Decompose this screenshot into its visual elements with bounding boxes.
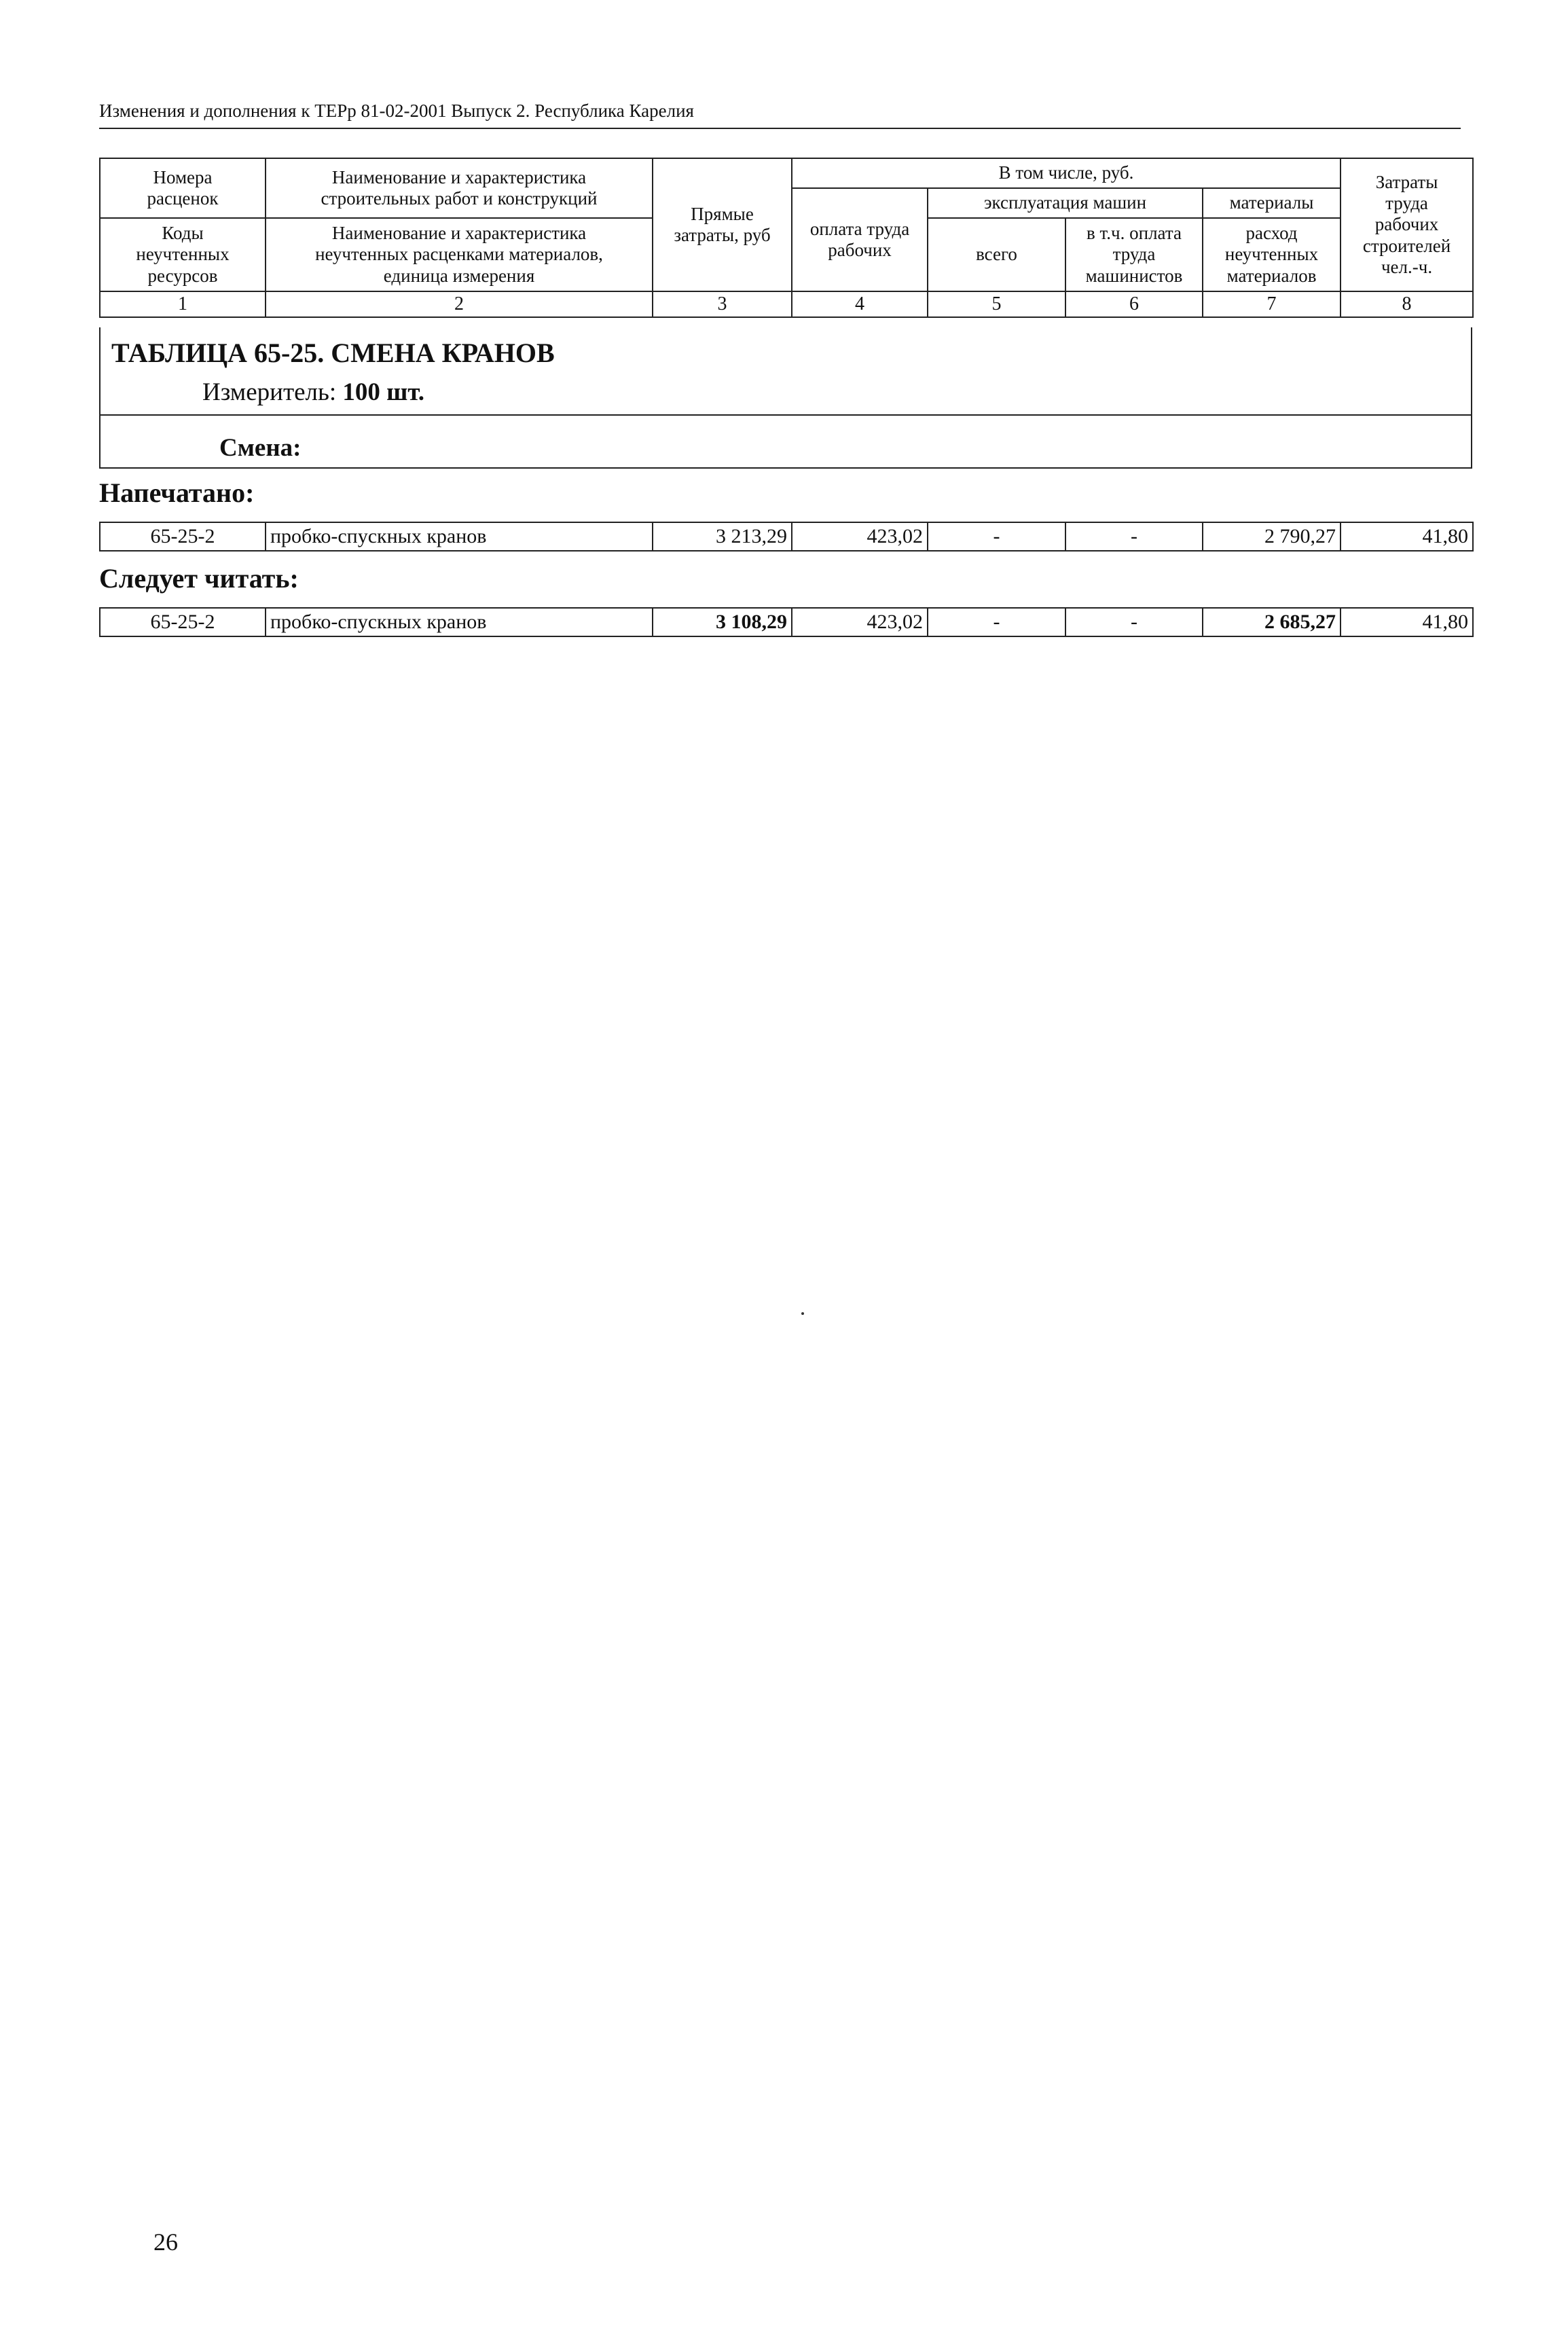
labor-costs: 41,80 <box>1341 608 1473 636</box>
column-number: 5 <box>928 291 1065 317</box>
column-header-table <box>99 158 1474 318</box>
should-read-label: Следует читать: <box>99 563 299 594</box>
rate-code: 65-25-2 <box>100 522 266 551</box>
column-number: 1 <box>100 291 266 317</box>
section-title: ТАБЛИЦА 65-25. СМЕНА КРАНОВ <box>111 338 555 368</box>
table-row <box>100 522 1473 551</box>
header-materials: материалы <box>1203 188 1341 218</box>
operator-pay: - <box>1065 522 1203 551</box>
section-title-box <box>99 327 1472 416</box>
scan-speck <box>801 1312 804 1315</box>
table-row <box>100 608 1473 636</box>
operator-pay: - <box>1065 608 1203 636</box>
column-number: 2 <box>266 291 653 317</box>
work-name: пробко-спускных кранов <box>266 522 653 551</box>
column-number: 4 <box>792 291 928 317</box>
header-material-consumption: расход неучтенных материалов <box>1203 218 1341 291</box>
document-header: Изменения и дополнения к ТЕРр 81-02-2001 Выпуск 2. Республика Карелия <box>99 101 694 121</box>
printed-label: Напечатано: <box>99 477 255 508</box>
column-number: 3 <box>653 291 792 317</box>
change-label: Смена: <box>219 434 302 462</box>
machines-total: - <box>928 522 1065 551</box>
printed-table <box>99 522 1474 552</box>
direct-costs: 3 108,29 <box>653 608 792 636</box>
header-direct-costs: Прямые затраты, руб <box>653 158 792 291</box>
change-box <box>99 414 1472 469</box>
header-material-name: Наименование и характеристика неучтенных расценками материалов, единица измерения <box>266 218 653 291</box>
page-number: 26 <box>153 2228 178 2256</box>
header-operator-pay: в т.ч. оплата труда машинистов <box>1065 218 1203 291</box>
column-number: 8 <box>1341 291 1473 317</box>
column-number: 6 <box>1065 291 1203 317</box>
measure-label: Измеритель: <box>202 378 337 406</box>
machines-total: - <box>928 608 1065 636</box>
measure-value: 100 шт. <box>342 378 425 406</box>
header-rate-number: Номера расценок <box>100 158 266 218</box>
work-name: пробко-спускных кранов <box>266 608 653 636</box>
header-resource-codes: Коды неучтенных ресурсов <box>100 218 266 291</box>
worker-pay: 423,02 <box>792 522 928 551</box>
should-read-table <box>99 607 1474 637</box>
header-work-name: Наименование и характеристика строительных работ и конструкций <box>266 158 653 218</box>
materials: 2 685,27 <box>1203 608 1341 636</box>
header-labor-costs: Затраты труда рабочих строителей чел.-ч. <box>1341 158 1473 291</box>
column-number: 7 <box>1203 291 1341 317</box>
rate-code: 65-25-2 <box>100 608 266 636</box>
labor-costs: 41,80 <box>1341 522 1473 551</box>
measure-line <box>202 378 424 407</box>
header-machine-operation: эксплуатация машин <box>928 188 1203 218</box>
header-worker-pay: оплата труда рабочих <box>792 188 928 291</box>
direct-costs: 3 213,29 <box>653 522 792 551</box>
header-rule <box>99 128 1461 129</box>
header-machines-total: всего <box>928 218 1065 291</box>
materials: 2 790,27 <box>1203 522 1341 551</box>
worker-pay: 423,02 <box>792 608 928 636</box>
header-in-total: В том числе, руб. <box>792 158 1341 188</box>
